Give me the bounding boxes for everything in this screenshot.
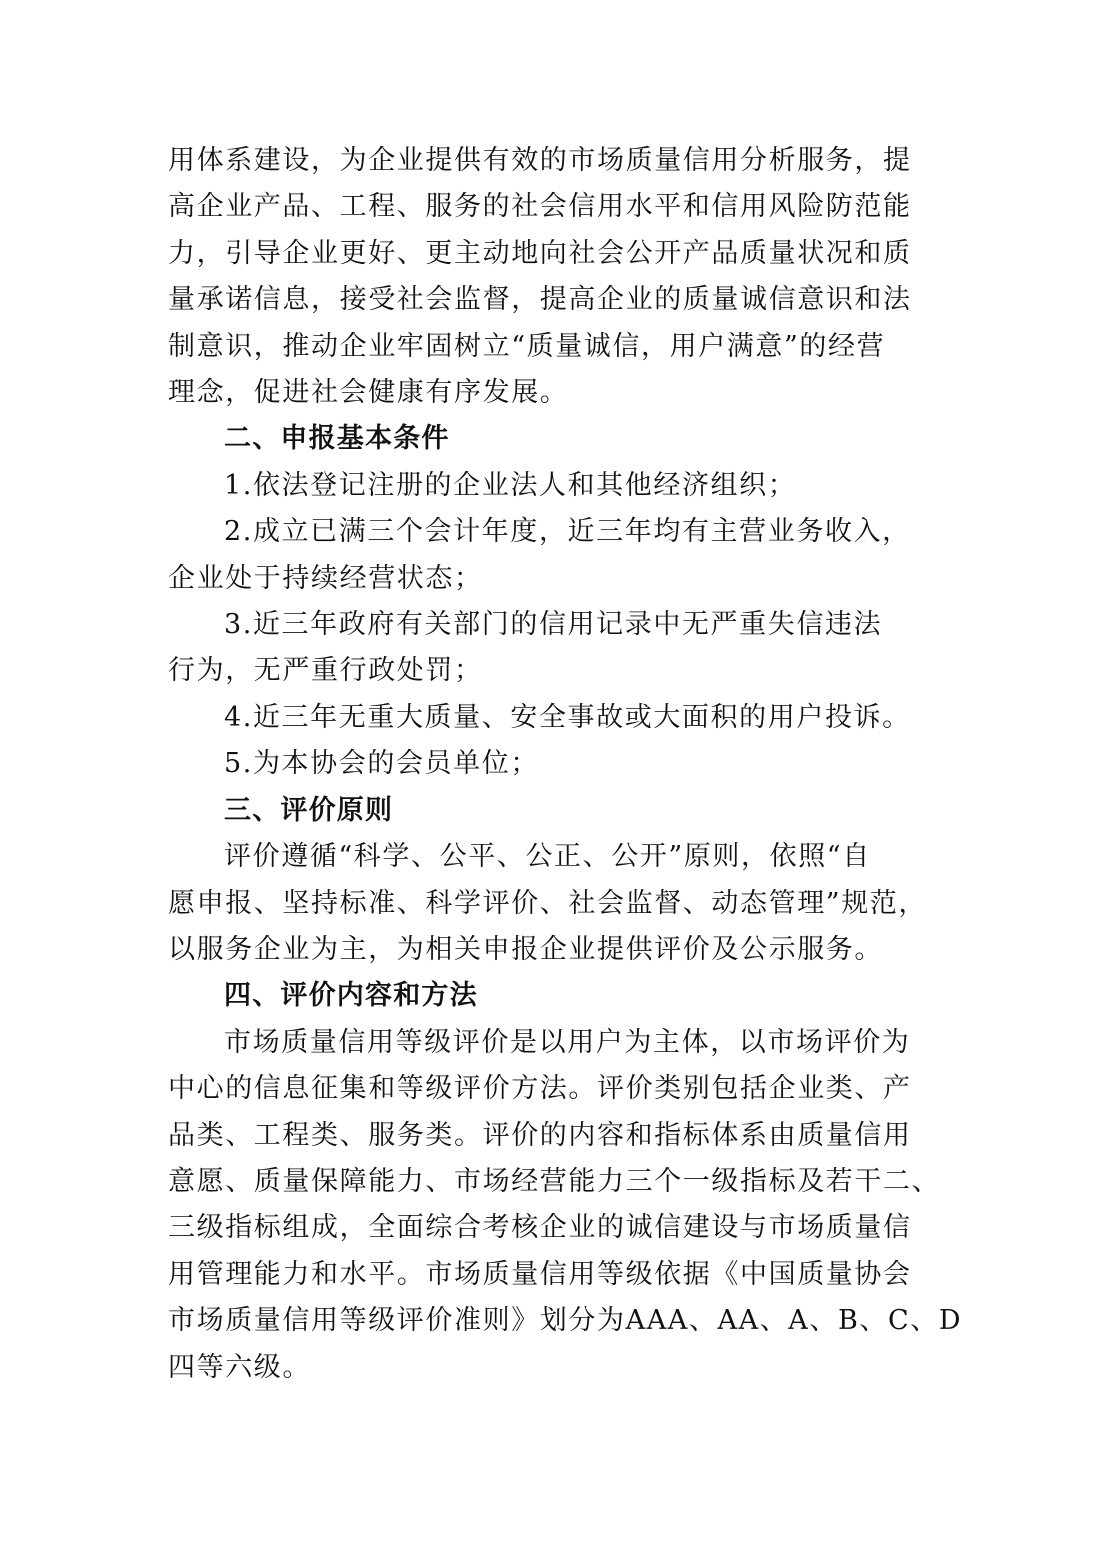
text-line: 1.依法登记注册的企业法人和其他经济组织； (224, 469, 797, 501)
text-line: 企业处于持续经营状态； (168, 562, 483, 594)
text-line: 四等六级。 (168, 1351, 311, 1383)
text-line: 中心的信息征集和等级评价方法。评价类别包括企业类、产 (168, 1073, 912, 1105)
condition-item-1 (168, 463, 936, 509)
text-line: 用管理能力和水平。市场质量信用等级依据《中国质量协会 (168, 1258, 912, 1290)
section-heading-evaluation-principles: 三、评价原则 (224, 794, 394, 826)
text-line: 市场质量信用等级评价准则》划分为AAA、AA、A、B、C、D (168, 1305, 963, 1337)
text-line: 5.为本协会的会员单位； (224, 748, 539, 780)
principles-paragraph (168, 834, 936, 973)
text-line: 量承诺信息，接受社会监督，提高企业的质量诚信意识和法 (168, 284, 912, 316)
text-line: 用体系建设，为企业提供有效的市场质量信用分析服务，提 (168, 145, 912, 176)
text-line: 品类、工程类、服务类。评价的内容和指标体系由质量信用 (168, 1119, 912, 1151)
text-line: 行为，无严重行政处罚； (168, 655, 483, 687)
text-line: 三级指标组成，全面综合考核企业的诚信建设与市场质量信 (168, 1212, 912, 1244)
methods-paragraph (168, 1020, 963, 1391)
condition-item-3 (168, 602, 936, 695)
text-line: 意愿、质量保障能力、市场经营能力三个一级指标及若干二、 (168, 1165, 941, 1197)
section-heading-application-conditions: 二、申报基本条件 (224, 423, 450, 455)
text-line: 愿申报、坚持标准、科学评价、社会监督、动态管理”规范， (168, 887, 928, 919)
text-line: 制意识，推动企业牢固树立“质量诚信，用户满意”的经营 (168, 330, 886, 362)
text-line: 评价遵循“科学、公平、公正、公开”原则，依照“自 (224, 841, 871, 873)
text-line: 市场质量信用等级评价是以用户为主体，以市场评价为 (224, 1026, 911, 1058)
condition-item-5 (168, 741, 936, 787)
section-heading-evaluation-methods: 四、评价内容和方法 (224, 980, 478, 1012)
text-line: 理念，促进社会健康有序发展。 (168, 377, 569, 409)
text-line: 高企业产品、工程、服务的社会信用水平和信用风险防范能 (168, 191, 912, 223)
text-line: 力，引导企业更好、更主动地向社会公开产品质量状况和质 (168, 237, 912, 269)
text-line: 以服务企业为主，为相关申报企业提供评价及公示服务。 (168, 933, 883, 965)
text-line: 2.成立已满三个会计年度，近三年均有主营业务收入， (224, 516, 911, 548)
condition-item-4 (168, 695, 936, 741)
intro-paragraph (168, 138, 936, 416)
condition-item-2 (168, 509, 936, 602)
document-page (168, 138, 963, 1391)
text-line: 4.近三年无重大质量、安全事故或大面积的用户投诉。 (224, 701, 911, 733)
text-line: 3.近三年政府有关部门的信用记录中无严重失信违法 (224, 609, 883, 641)
